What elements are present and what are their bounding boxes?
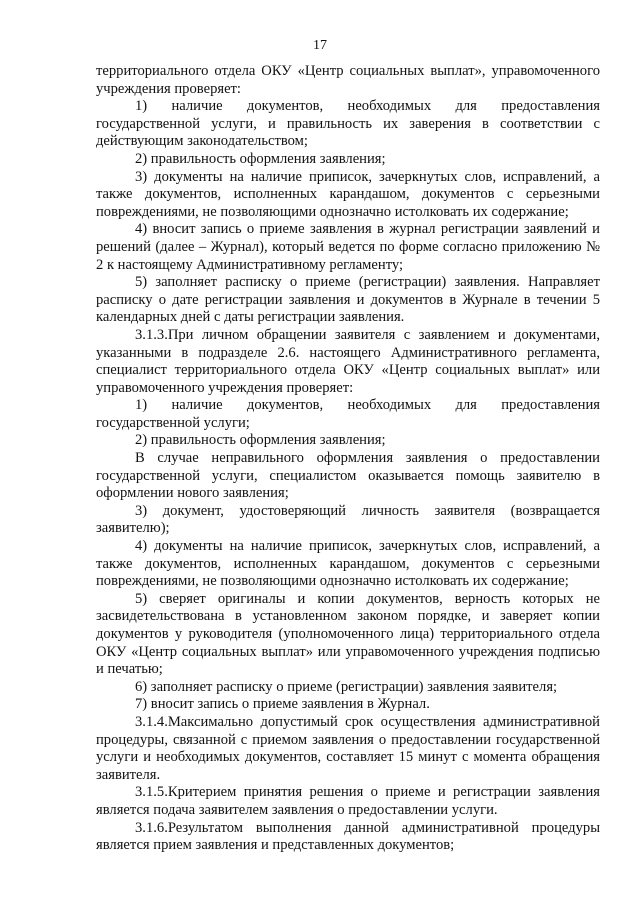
- paragraph-item-5-copies: 5) сверяет оригиналы и копии документов, верность которых не засвидетельствована в установленном законом порядке, и заверяет копии документов у руководителя (уполномоченного лица) территориального отдела ОКУ «Центр социальных выплат» или управомоченного учреждения подписью и печатью;: [96, 590, 600, 678]
- paragraph-incorrect-form-help: В случае неправильного оформления заявления о предоставлении государственной услуги, специалистом оказывается помощь заявителю в оформлении нового заявления;: [96, 450, 600, 502]
- document-body: [96, 63, 600, 855]
- paragraph-item-4-corrections-personal: 4) документы на наличие приписок, зачеркнутых слов, исправлений, а также документов, исполненных карандашом, документов с серьезными повреждениями, не позволяющими однозначно истолковать их содержание;: [96, 538, 600, 590]
- paragraph-item-4-journal: 4) вносит запись о приеме заявления в журнал регистрации заявлений и решений (далее – Журнал), который ведется по форме согласно приложению № 2 к настоящему Административному регламенту;: [96, 221, 600, 273]
- paragraph-item-2-form-check: 2) правильность оформления заявления;: [135, 150, 386, 167]
- page-number: 17: [313, 38, 327, 53]
- paragraph-item-6-receipt: 6) заполняет расписку о приеме (регистрации) заявления заявителя;: [135, 678, 558, 695]
- paragraph-item-3-corrections: 3) документы на наличие приписок, зачеркнутых слов, исправлений, а также документов, исполненных карандашом, документов с серьезными повреждениями, не позволяющими однозначно истолковать их содержание;: [96, 168, 600, 220]
- paragraph-continuation: территориального отдела ОКУ «Центр социальных выплат», управомоченного учреждения проверяет:: [96, 63, 600, 97]
- paragraph-item-1-documents: 1) наличие документов, необходимых для предоставления государственной услуги, и правильность их заверения в соответствии с действующим законодательством;: [96, 98, 600, 150]
- paragraph-item-7-journal: 7) вносит запись о приеме заявления в Журнал.: [135, 696, 430, 713]
- paragraph-section-3-1-3: 3.1.3.При личном обращении заявителя с заявлением и документами, указанными в подразделе 2.6. настоящего Административного регламента, специалист территориального отдела ОКУ «Центр социальных выплат» или управомоченного учреждения проверяет:: [96, 326, 600, 396]
- paragraph-item-2-form-check-personal: 2) правильность оформления заявления;: [135, 432, 386, 449]
- paragraph-section-3-1-5: 3.1.5.Критерием принятия решения о приеме и регистрации заявления является подача заявителем заявления о предоставлении услуги.: [96, 784, 600, 818]
- paragraph-section-3-1-4: 3.1.4.Максимально допустимый срок осуществления административной процедуры, связанной с приемом заявления о предоставлении государственной услуги и необходимых документов, составляет 15 минут с момента обращения заявителя.: [96, 713, 600, 783]
- paragraph-item-1-documents-personal: 1) наличие документов, необходимых для предоставления государственной услуги;: [96, 397, 600, 431]
- paragraph-item-3-identity: 3) документ, удостоверяющий личность заявителя (возвращается заявителю);: [96, 502, 600, 537]
- paragraph-section-3-1-6: 3.1.6.Результатом выполнения данной административной процедуры является прием заявления и представленных документов;: [96, 819, 600, 854]
- paragraph-item-5-receipt: 5) заполняет расписку о приеме (регистрации) заявления. Направляет расписку о дате регистрации заявления и документов в Журнале в течении 5 календарных дней с даты регистрации заявления.: [96, 274, 600, 326]
